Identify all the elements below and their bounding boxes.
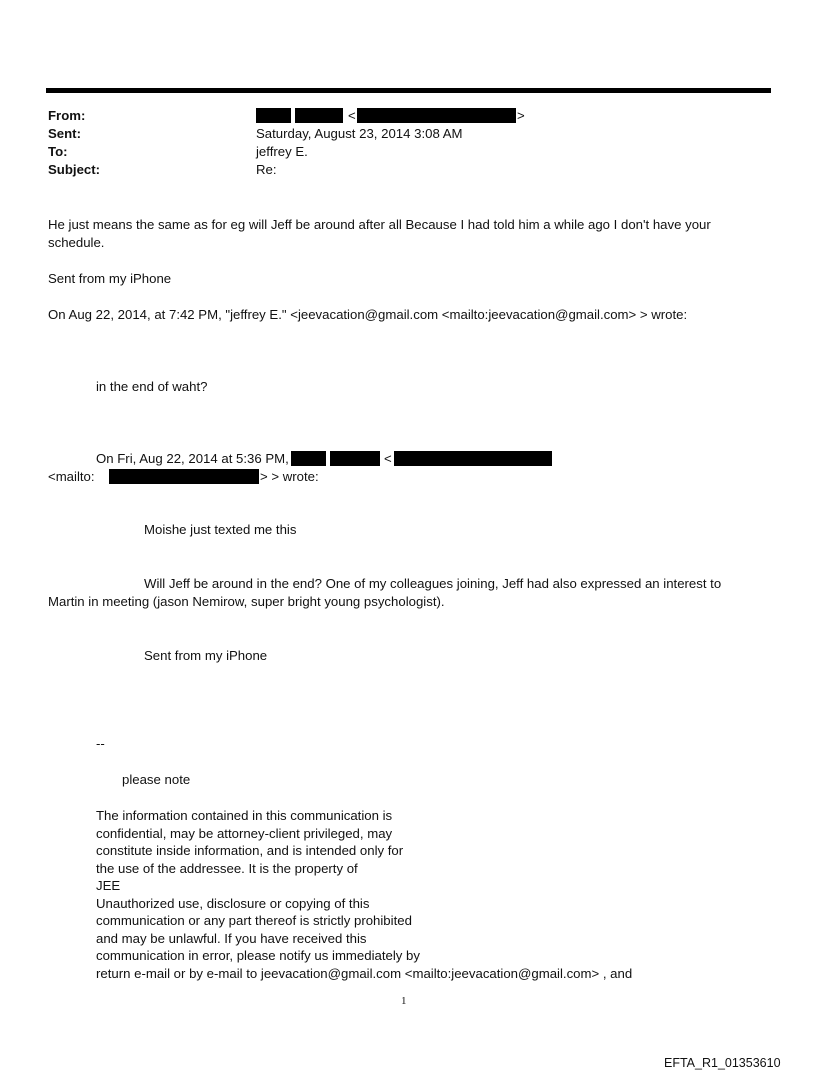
mailto-prefix: <mailto: <box>48 469 95 484</box>
sent-from-iphone: Sent from my iPhone <box>48 271 172 286</box>
disclaimer-line: return e-mail or by e-mail to jeevacation@gmail.com <mailto:jeevacation@gmail.com> , and <box>96 965 633 981</box>
disclaimer-line: confidential, may be attorney-client privileged, may <box>96 825 393 841</box>
page-number: 1 <box>401 995 407 1007</box>
reply-text-line: He just means the same as for eg will Jeff be around after all Because I had told him a while ago I don't have your <box>48 217 711 232</box>
sent-label: Sent: <box>48 126 81 141</box>
header-divider <box>46 88 771 93</box>
disclaimer-line: Unauthorized use, disclosure or copying of this <box>96 895 370 911</box>
disclaimer-line: and may be unlawful. If you have received this <box>96 930 367 946</box>
from-label: From: <box>48 108 86 123</box>
disclaimer-line: the use of the addressee. It is the property of <box>96 860 358 876</box>
redaction-block <box>256 108 291 123</box>
sent-from-iphone: Sent from my iPhone <box>144 648 268 663</box>
quoted-message: in the end of waht? <box>96 379 208 394</box>
from-angle-close: > <box>517 108 525 123</box>
wrote-suffix: > > wrote: <box>260 469 319 484</box>
redaction-block <box>109 469 259 484</box>
quote-angle-open: < <box>384 451 392 466</box>
quote-header: On Aug 22, 2014, at 7:42 PM, "jeffrey E." <jeevacation@gmail.com <mailto:jeevacation@gmail.com> > wrote: <box>48 307 688 322</box>
disclaimer-line: communication or any part thereof is strictly prohibited <box>96 913 412 928</box>
redaction-block <box>357 108 516 123</box>
sent-value: Saturday, August 23, 2014 3:08 AM <box>256 126 463 141</box>
reply-text-line: schedule. <box>48 235 105 250</box>
quoted-message: Moishe just texted me this <box>144 522 297 537</box>
to-value: jeffrey E. <box>256 144 308 159</box>
redaction-block <box>330 451 380 466</box>
signature-separator: -- <box>96 736 105 751</box>
disclaimer-line: JEE <box>96 878 121 893</box>
disclaimer <box>96 807 632 982</box>
subject-label: Subject: <box>48 162 101 177</box>
redaction-block <box>295 108 343 123</box>
document-id: EFTA_R1_01353610 <box>664 1056 781 1070</box>
disclaimer-line: constitute inside information, and is intended only for <box>96 843 404 858</box>
from-angle-open: < <box>348 108 356 123</box>
subject-value: Re: <box>256 162 277 177</box>
disclaimer-line: communication in error, please notify us immediately by <box>96 948 420 963</box>
quoted-message: Will Jeff be around in the end? One of my colleagues joining, Jeff had also expressed an interest to <box>144 576 722 591</box>
to-label: To: <box>48 144 68 159</box>
quoted-message: Martin in meeting (jason Nemirow, super bright young psychologist). <box>48 594 445 609</box>
disclaimer-line: The information contained in this communication is <box>96 808 393 823</box>
quote-header: On Fri, Aug 22, 2014 at 5:36 PM, <box>96 451 289 466</box>
redaction-block <box>394 451 552 466</box>
redaction-block <box>291 451 326 466</box>
please-note: please note <box>122 772 191 787</box>
